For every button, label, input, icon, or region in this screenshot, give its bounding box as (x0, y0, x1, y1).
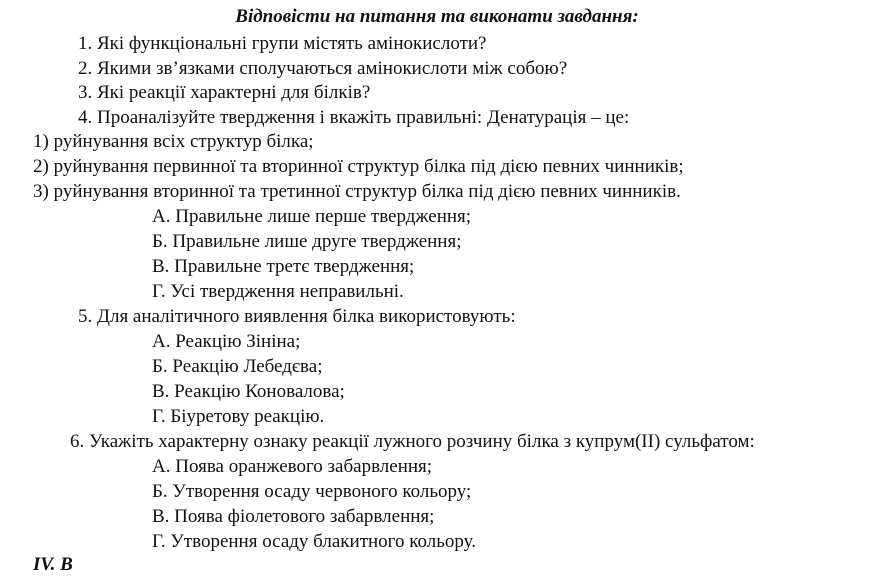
page-title: Відповісти на питання та виконати завдання: (235, 6, 639, 27)
q5-option-b: Б. Реакцію Лебедєва; (152, 356, 323, 377)
statement-2: 2) руйнування первинної та вторинної структур білка під дією певних чинників; (33, 156, 684, 177)
q6-option-b: Б. Утворення осаду червоного кольору; (152, 481, 472, 502)
statement-3: 3) руйнування вторинної та третинної структур білка під дією певних чинників. (33, 181, 681, 202)
question-4: 4. Проаналізуйте твердження і вкажіть правильні: Денатурація – це: (78, 107, 630, 128)
next-section-heading-partial: IV. В (33, 554, 73, 575)
statement-1: 1) руйнування всіх структур білка; (33, 131, 314, 152)
question-1: 1. Які функціональні групи містять амінокислоти? (78, 33, 487, 54)
q6-option-a: А. Поява оранжевого забарвлення; (152, 456, 433, 477)
q6-option-c: В. Поява фіолетового забарвлення; (152, 506, 435, 527)
q4-option-b: Б. Правильне лише друге твердження; (152, 231, 462, 252)
q4-option-d: Г. Усі твердження неправильні. (152, 281, 404, 302)
q5-option-c: В. Реакцію Коновалова; (152, 381, 345, 402)
question-5: 5. Для аналітичного виявлення білка використовують: (78, 306, 516, 327)
question-3: 3. Які реакції характерні для білків? (78, 82, 371, 103)
q4-option-c: В. Правильне третє твердження; (152, 256, 415, 277)
q4-option-a: А. Правильне лише перше твердження; (152, 206, 472, 227)
q6-option-d: Г. Утворення осаду блакитного кольору. (152, 531, 476, 552)
q5-option-a: А. Реакцію Зініна; (152, 331, 301, 352)
question-2: 2. Якими зв’язками сполучаються амінокислоти між собою? (78, 58, 568, 79)
question-6: 6. Укажіть характерну ознаку реакції лужного розчину білка з купрум(II) сульфатом: (70, 431, 755, 452)
q5-option-d: Г. Біуретову реакцію. (152, 406, 325, 427)
